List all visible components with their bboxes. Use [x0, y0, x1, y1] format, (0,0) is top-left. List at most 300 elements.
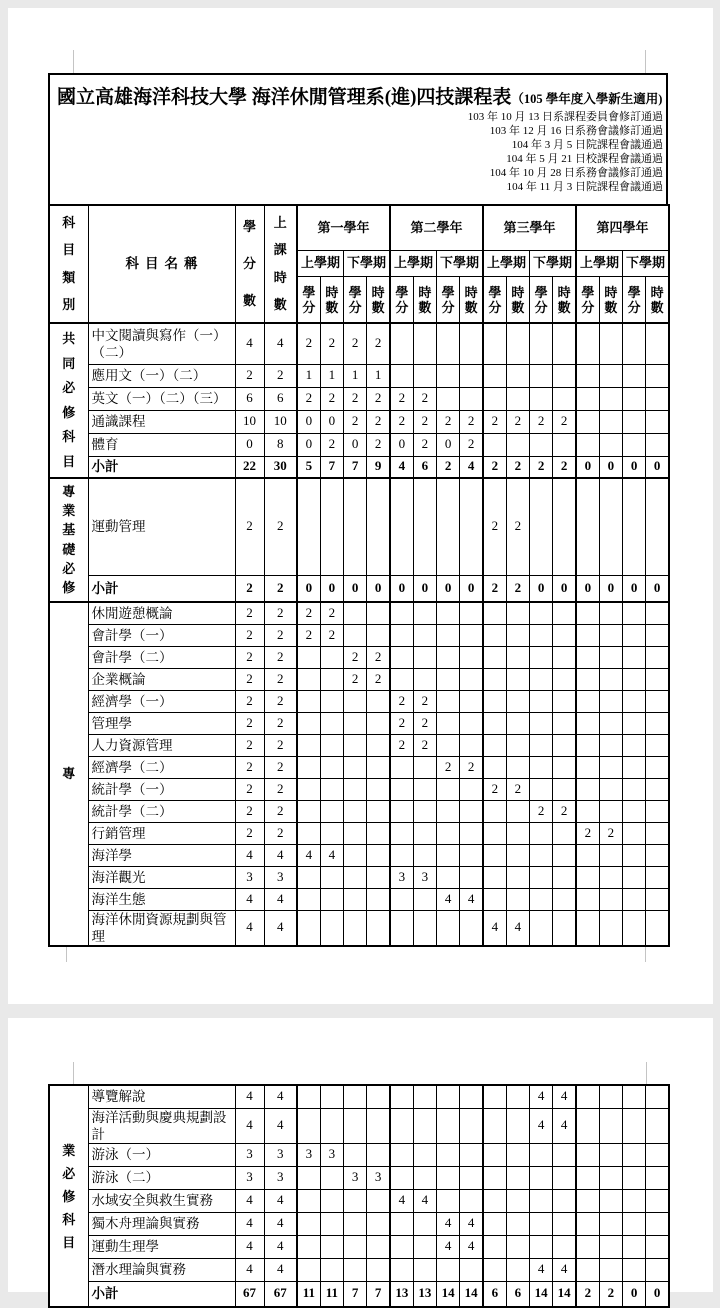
semester-value-cell	[320, 888, 343, 910]
semester-value-cell	[367, 822, 390, 844]
semester-value-cell	[623, 1085, 646, 1108]
semester-value-cell	[320, 1189, 343, 1212]
margin-mark-top-left	[73, 1062, 75, 1085]
semester-value-cell: 2	[576, 822, 599, 844]
semester-value-cell	[576, 602, 599, 624]
semester-value-cell	[297, 778, 320, 800]
semester-value-cell	[530, 323, 553, 364]
semester-value-cell: 1	[344, 364, 367, 387]
semester-value-cell	[460, 1166, 483, 1189]
header-hour: 時 數	[599, 277, 622, 324]
semester-value-cell: 2	[506, 410, 529, 433]
semester-value-cell	[599, 844, 622, 866]
semester-value-cell	[483, 734, 506, 756]
semester-value-cell	[599, 478, 622, 575]
semester-value-cell	[413, 602, 436, 624]
semester-value-cell: 2	[320, 387, 343, 410]
hours-cell: 2	[264, 756, 297, 778]
semester-value-cell	[599, 712, 622, 734]
semester-value-cell	[576, 778, 599, 800]
semester-value-cell	[297, 1166, 320, 1189]
semester-value-cell: 2	[344, 323, 367, 364]
semester-value-cell	[623, 410, 646, 433]
semester-value-cell: 2	[413, 387, 436, 410]
semester-value-cell	[390, 800, 413, 822]
semester-value-cell	[297, 668, 320, 690]
semester-value-cell	[506, 844, 529, 866]
credits-cell: 22	[235, 456, 264, 478]
header-credit: 學 分	[623, 277, 646, 324]
semester-value-cell	[506, 1235, 529, 1258]
credits-cell: 2	[235, 364, 264, 387]
semester-value-cell	[553, 624, 576, 646]
semester-value-cell	[646, 668, 669, 690]
semester-value-cell	[483, 690, 506, 712]
header-hours: 上 課 時 數	[264, 205, 297, 323]
semester-value-cell	[483, 844, 506, 866]
semester-value-cell: 7	[367, 1281, 390, 1307]
semester-value-cell: 2	[367, 668, 390, 690]
semester-value-cell	[576, 1189, 599, 1212]
semester-value-cell	[623, 1143, 646, 1166]
section-professional-required-part1	[49, 602, 669, 946]
hours-cell: 2	[264, 734, 297, 756]
semester-value-cell	[599, 800, 622, 822]
credits-cell: 4	[235, 1189, 264, 1212]
semester-value-cell	[530, 1235, 553, 1258]
semester-value-cell	[576, 756, 599, 778]
semester-value-cell	[530, 888, 553, 910]
course-row	[49, 690, 669, 712]
semester-value-cell	[646, 1235, 669, 1258]
course-row	[49, 323, 669, 364]
semester-value-cell	[320, 1258, 343, 1281]
course-row	[49, 1212, 669, 1235]
semester-value-cell	[460, 364, 483, 387]
hours-cell: 67	[264, 1281, 297, 1307]
header-credit: 學 分	[390, 277, 413, 324]
semester-value-cell	[599, 1143, 622, 1166]
semester-value-cell	[530, 478, 553, 575]
semester-value-cell: 2	[367, 433, 390, 456]
semester-value-cell	[646, 910, 669, 946]
semester-value-cell	[437, 646, 460, 668]
semester-value-cell	[530, 1189, 553, 1212]
semester-value-cell	[320, 756, 343, 778]
semester-value-cell: 2	[320, 602, 343, 624]
credits-cell: 2	[235, 478, 264, 575]
semester-value-cell	[646, 1108, 669, 1143]
semester-value-cell	[413, 478, 436, 575]
semester-value-cell: 4	[530, 1085, 553, 1108]
semester-value-cell: 2	[297, 602, 320, 624]
semester-value-cell	[553, 756, 576, 778]
semester-value-cell: 4	[460, 1235, 483, 1258]
semester-value-cell	[553, 387, 576, 410]
semester-value-cell	[437, 712, 460, 734]
semester-value-cell: 2	[320, 323, 343, 364]
semester-value-cell	[390, 910, 413, 946]
semester-value-cell	[599, 387, 622, 410]
header-semester-first: 上學期	[297, 251, 344, 277]
hours-cell: 2	[264, 602, 297, 624]
course-row	[49, 1166, 669, 1189]
semester-value-cell: 4	[460, 888, 483, 910]
semester-value-cell	[599, 323, 622, 364]
semester-value-cell: 0	[390, 433, 413, 456]
semester-value-cell: 2	[576, 1281, 599, 1307]
course-name-cell: 游泳（一）	[88, 1143, 235, 1166]
semester-value-cell: 4	[390, 456, 413, 478]
semester-value-cell	[506, 646, 529, 668]
course-row	[49, 410, 669, 433]
course-row	[49, 756, 669, 778]
semester-value-cell	[390, 1235, 413, 1258]
header-year-1: 第一學年	[297, 205, 390, 251]
semester-value-cell	[320, 668, 343, 690]
semester-value-cell	[297, 822, 320, 844]
semester-value-cell: 2	[437, 456, 460, 478]
semester-value-cell	[599, 1166, 622, 1189]
semester-value-cell	[623, 1212, 646, 1235]
semester-value-cell: 6	[413, 456, 436, 478]
subtotal-row	[49, 1281, 669, 1307]
semester-value-cell	[553, 712, 576, 734]
semester-value-cell	[344, 478, 367, 575]
hours-cell: 4	[264, 323, 297, 364]
hours-cell: 4	[264, 844, 297, 866]
semester-value-cell	[576, 712, 599, 734]
semester-value-cell: 0	[460, 575, 483, 602]
semester-value-cell	[646, 866, 669, 888]
semester-value-cell	[506, 668, 529, 690]
semester-value-cell: 4	[553, 1258, 576, 1281]
semester-value-cell	[576, 844, 599, 866]
course-name-cell: 體育	[88, 433, 235, 456]
semester-value-cell	[646, 822, 669, 844]
semester-value-cell	[506, 387, 529, 410]
semester-value-cell	[599, 1212, 622, 1235]
semester-value-cell	[460, 734, 483, 756]
semester-value-cell	[413, 844, 436, 866]
semester-value-cell	[390, 1212, 413, 1235]
semester-value-cell	[483, 1143, 506, 1166]
semester-value-cell	[390, 478, 413, 575]
credits-cell: 4	[235, 1085, 264, 1108]
semester-value-cell	[483, 624, 506, 646]
course-name-cell: 海洋觀光	[88, 866, 235, 888]
semester-value-cell	[367, 800, 390, 822]
semester-value-cell	[483, 1166, 506, 1189]
semester-value-cell	[576, 478, 599, 575]
semester-value-cell: 2	[530, 800, 553, 822]
semester-value-cell: 2	[297, 323, 320, 364]
semester-value-cell	[646, 1085, 669, 1108]
semester-value-cell	[530, 1166, 553, 1189]
section-professional-required-part2	[49, 1085, 669, 1307]
semester-value-cell	[390, 364, 413, 387]
course-row	[49, 822, 669, 844]
semester-value-cell: 13	[390, 1281, 413, 1307]
course-row	[49, 478, 669, 575]
semester-value-cell: 0	[646, 1281, 669, 1307]
semester-value-cell: 1	[367, 364, 390, 387]
course-name-cell: 行銷管理	[88, 822, 235, 844]
course-row	[49, 668, 669, 690]
course-name-cell: 會計學（一）	[88, 624, 235, 646]
course-row	[49, 1189, 669, 1212]
semester-value-cell: 2	[506, 456, 529, 478]
semester-value-cell	[646, 387, 669, 410]
semester-value-cell: 14	[553, 1281, 576, 1307]
semester-value-cell	[460, 602, 483, 624]
revision-notes	[50, 111, 666, 194]
curriculum-table-page-2	[48, 1084, 670, 1308]
course-name-cell: 管理學	[88, 712, 235, 734]
semester-value-cell	[390, 1108, 413, 1143]
margin-mark-top-left	[73, 50, 75, 73]
course-row	[49, 646, 669, 668]
semester-value-cell	[599, 1189, 622, 1212]
semester-value-cell	[623, 712, 646, 734]
semester-value-cell	[506, 1212, 529, 1235]
header-credit: 學 分	[530, 277, 553, 324]
semester-value-cell	[506, 323, 529, 364]
header-category: 科 目 類 別	[49, 205, 88, 323]
semester-value-cell: 2	[460, 433, 483, 456]
semester-value-cell: 3	[367, 1166, 390, 1189]
semester-value-cell	[367, 844, 390, 866]
semester-value-cell: 2	[483, 778, 506, 800]
credits-cell: 2	[235, 646, 264, 668]
semester-value-cell: 4	[506, 910, 529, 946]
semester-value-cell: 7	[344, 1281, 367, 1307]
revision-note: 103 年 12 月 16 日系務會議修訂通過	[489, 124, 663, 137]
semester-value-cell: 0	[599, 575, 622, 602]
semester-value-cell: 2	[553, 410, 576, 433]
course-row	[49, 433, 669, 456]
semester-value-cell: 5	[297, 456, 320, 478]
semester-value-cell: 2	[599, 1281, 622, 1307]
semester-value-cell	[623, 866, 646, 888]
semester-value-cell	[506, 624, 529, 646]
semester-value-cell	[437, 478, 460, 575]
semester-value-cell	[553, 1143, 576, 1166]
semester-value-cell	[623, 624, 646, 646]
semester-value-cell	[530, 778, 553, 800]
curriculum-table-page-1	[48, 204, 670, 947]
semester-value-cell	[320, 478, 343, 575]
semester-value-cell	[413, 888, 436, 910]
semester-value-cell	[483, 1189, 506, 1212]
semester-value-cell	[576, 668, 599, 690]
course-name-cell: 統計學（一）	[88, 778, 235, 800]
semester-value-cell	[320, 866, 343, 888]
course-row	[49, 1258, 669, 1281]
semester-value-cell	[623, 844, 646, 866]
header-semester-first: 上學期	[390, 251, 437, 277]
semester-value-cell	[530, 844, 553, 866]
semester-value-cell	[437, 1258, 460, 1281]
credits-cell: 4	[235, 1212, 264, 1235]
semester-value-cell	[646, 778, 669, 800]
semester-value-cell	[530, 734, 553, 756]
semester-value-cell	[553, 1189, 576, 1212]
semester-value-cell	[344, 624, 367, 646]
course-row	[49, 1085, 669, 1108]
semester-value-cell	[553, 646, 576, 668]
semester-value-cell	[460, 668, 483, 690]
semester-value-cell	[320, 778, 343, 800]
semester-value-cell	[576, 433, 599, 456]
semester-value-cell	[576, 387, 599, 410]
course-row	[49, 712, 669, 734]
semester-value-cell	[530, 624, 553, 646]
subtotal-row	[49, 575, 669, 602]
semester-value-cell: 7	[344, 456, 367, 478]
semester-value-cell	[483, 1085, 506, 1108]
semester-value-cell	[623, 1166, 646, 1189]
semester-value-cell	[437, 323, 460, 364]
semester-value-cell	[367, 1143, 390, 1166]
semester-value-cell	[506, 866, 529, 888]
semester-value-cell: 0	[623, 456, 646, 478]
semester-value-cell	[623, 433, 646, 456]
semester-value-cell	[297, 1189, 320, 1212]
semester-value-cell	[506, 690, 529, 712]
semester-value-cell	[599, 778, 622, 800]
semester-value-cell	[576, 1258, 599, 1281]
semester-value-cell	[344, 778, 367, 800]
semester-value-cell	[297, 866, 320, 888]
page-1	[8, 8, 713, 1004]
semester-value-cell	[297, 910, 320, 946]
semester-value-cell: 2	[599, 822, 622, 844]
semester-value-cell	[576, 910, 599, 946]
semester-value-cell: 2	[483, 410, 506, 433]
semester-value-cell	[390, 602, 413, 624]
semester-value-cell	[437, 822, 460, 844]
semester-value-cell	[623, 734, 646, 756]
semester-value-cell: 2	[413, 734, 436, 756]
semester-value-cell	[460, 712, 483, 734]
semester-value-cell	[390, 646, 413, 668]
semester-value-cell	[460, 800, 483, 822]
course-name-cell: 運動生理學	[88, 1235, 235, 1258]
semester-value-cell	[646, 646, 669, 668]
semester-value-cell	[437, 1085, 460, 1108]
semester-value-cell: 2	[506, 478, 529, 575]
header-hour: 時 數	[413, 277, 436, 324]
semester-value-cell	[413, 668, 436, 690]
semester-value-cell	[553, 822, 576, 844]
semester-value-cell: 2	[344, 387, 367, 410]
semester-value-cell	[646, 800, 669, 822]
semester-value-cell	[297, 888, 320, 910]
semester-value-cell	[553, 888, 576, 910]
course-name-cell: 潛水理論與實務	[88, 1258, 235, 1281]
semester-value-cell	[623, 756, 646, 778]
semester-value-cell	[483, 602, 506, 624]
semester-value-cell: 2	[390, 410, 413, 433]
semester-value-cell	[344, 734, 367, 756]
semester-value-cell	[413, 756, 436, 778]
hours-cell: 2	[264, 364, 297, 387]
semester-value-cell	[599, 910, 622, 946]
semester-value-cell	[553, 690, 576, 712]
semester-value-cell: 2	[553, 456, 576, 478]
credits-cell: 10	[235, 410, 264, 433]
semester-value-cell	[599, 1108, 622, 1143]
semester-value-cell: 2	[367, 323, 390, 364]
semester-value-cell	[413, 624, 436, 646]
semester-value-cell	[646, 602, 669, 624]
semester-value-cell: 2	[320, 433, 343, 456]
semester-value-cell: 4	[437, 888, 460, 910]
hours-cell: 4	[264, 910, 297, 946]
semester-value-cell	[344, 1108, 367, 1143]
semester-value-cell: 2	[413, 433, 436, 456]
semester-value-cell: 2	[390, 712, 413, 734]
semester-value-cell	[390, 624, 413, 646]
semester-value-cell	[297, 1212, 320, 1235]
semester-value-cell: 2	[483, 456, 506, 478]
semester-value-cell	[646, 478, 669, 575]
course-row	[49, 602, 669, 624]
semester-value-cell	[413, 1166, 436, 1189]
hours-cell: 2	[264, 668, 297, 690]
semester-value-cell	[483, 387, 506, 410]
semester-value-cell	[623, 822, 646, 844]
semester-value-cell	[344, 844, 367, 866]
semester-value-cell	[553, 866, 576, 888]
table-header	[49, 205, 669, 323]
course-row	[49, 1235, 669, 1258]
header-hour: 時 數	[367, 277, 390, 324]
semester-value-cell	[506, 1085, 529, 1108]
semester-value-cell	[297, 1108, 320, 1143]
hours-cell: 4	[264, 888, 297, 910]
semester-value-cell	[367, 602, 390, 624]
semester-value-cell	[530, 910, 553, 946]
document-title	[50, 75, 666, 109]
semester-value-cell: 13	[413, 1281, 436, 1307]
semester-value-cell	[460, 478, 483, 575]
semester-value-cell	[344, 1085, 367, 1108]
semester-value-cell	[576, 410, 599, 433]
semester-value-cell	[460, 844, 483, 866]
semester-value-cell	[460, 1108, 483, 1143]
semester-value-cell	[553, 734, 576, 756]
semester-value-cell	[413, 800, 436, 822]
semester-value-cell	[576, 1212, 599, 1235]
semester-value-cell: 4	[553, 1108, 576, 1143]
semester-value-cell	[599, 646, 622, 668]
semester-value-cell	[390, 756, 413, 778]
semester-value-cell	[599, 888, 622, 910]
semester-value-cell	[530, 387, 553, 410]
semester-value-cell	[367, 624, 390, 646]
semester-value-cell	[460, 1085, 483, 1108]
semester-value-cell	[623, 888, 646, 910]
semester-value-cell	[297, 734, 320, 756]
semester-value-cell	[623, 668, 646, 690]
semester-value-cell	[367, 1085, 390, 1108]
semester-value-cell: 2	[390, 387, 413, 410]
page-2	[8, 1018, 713, 1302]
semester-value-cell	[297, 478, 320, 575]
semester-value-cell: 3	[344, 1166, 367, 1189]
